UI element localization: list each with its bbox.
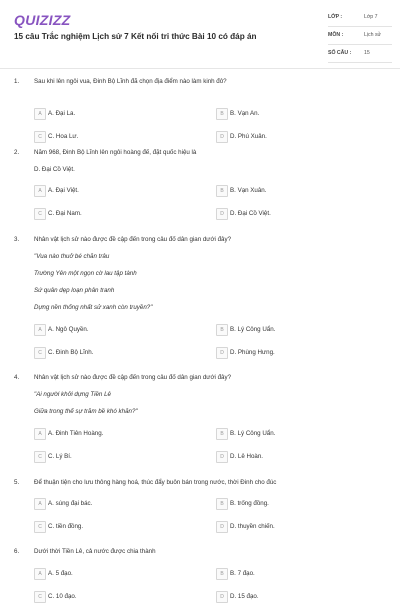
meta-row-subject (328, 30, 392, 45)
meta-label: LỚP : (328, 14, 343, 20)
option-b-box: B (216, 568, 228, 580)
question-verse-line: Sứ quân dẹp loạn phân tranh (34, 287, 115, 294)
option-c-box: C (34, 521, 46, 533)
option-a[interactable] (34, 108, 204, 120)
option-text: B. Vạn An. (230, 110, 260, 117)
option-text: D. 15 đạo. (230, 593, 259, 600)
option-d[interactable] (216, 521, 386, 533)
option-a-box: A (34, 185, 46, 197)
option-text: D. Phú Xuân. (230, 133, 267, 140)
question-text: Năm 968, Đinh Bộ Lĩnh lên ngôi hoàng đế, đặt quốc hiệu là (34, 149, 197, 156)
option-c[interactable] (34, 591, 204, 603)
option-c-box: C (34, 208, 46, 220)
option-c[interactable] (34, 521, 204, 533)
option-d-box: D (216, 131, 228, 143)
option-text: B. 7 đạo. (230, 570, 255, 577)
option-text: C. tiền đồng. (48, 523, 84, 530)
option-text: D. Đại Cồ Việt. (230, 210, 271, 217)
question-text: Để thuận tiện cho lưu thông hàng hoá, thúc đẩy buôn bán trong nước, thời Đinh cho đúc (34, 479, 277, 486)
question-verse-line: Dựng nền thống nhất sử xanh còn truyền?" (34, 304, 153, 311)
option-c[interactable] (34, 451, 204, 463)
page-title: 15 câu Trắc nghiệm Lịch sử 7 Kết nối tri thức Bài 10 có đáp án (14, 32, 257, 41)
option-c[interactable] (34, 208, 204, 220)
option-c-box: C (34, 451, 46, 463)
meta-label: MÔN : (328, 32, 344, 38)
option-b-box: B (216, 185, 228, 197)
option-a-box: A (34, 108, 46, 120)
option-text: A. Đại Việt. (48, 187, 79, 194)
option-b-box: B (216, 428, 228, 440)
question-line: D. Đại Cồ Việt. (34, 166, 75, 173)
question-number: 4. (14, 374, 20, 381)
option-text: A. súng đại bác. (48, 500, 93, 507)
option-text: C. Lý Bí. (48, 453, 72, 460)
option-a[interactable] (34, 498, 204, 510)
option-b[interactable] (216, 324, 386, 336)
option-d[interactable] (216, 208, 386, 220)
option-a[interactable] (34, 185, 204, 197)
meta-row-count (328, 48, 392, 63)
question-number: 1. (14, 78, 20, 85)
option-text: D. Phùng Hưng. (230, 349, 275, 356)
option-text: B. Lý Công Uẩn. (230, 430, 276, 437)
question-number: 5. (14, 479, 20, 486)
option-text: C. 10 đạo. (48, 593, 77, 600)
question-number: 3. (14, 236, 20, 243)
option-text: C. Đại Nam. (48, 210, 82, 217)
option-d[interactable] (216, 131, 386, 143)
option-text: A. Đinh Tiên Hoàng. (48, 430, 104, 437)
question-verse-line: "Vua nào thuở bé chăn trâu (34, 253, 110, 260)
question-verse-line: Trường Yên một ngọn cờ lau tập tành (34, 270, 137, 277)
question-text: Sau khi lên ngôi vua, Đinh Bộ Lĩnh đã chọn địa điểm nào làm kinh đô? (34, 78, 227, 85)
quiz-meta-panel (328, 12, 392, 66)
option-b[interactable] (216, 185, 386, 197)
question-text: Nhân vật lịch sử nào được đề cập đến trong câu đố dân gian dưới đây? (34, 374, 232, 381)
option-d-box: D (216, 521, 228, 533)
option-c[interactable] (34, 131, 204, 143)
option-c-box: C (34, 591, 46, 603)
option-c-box: C (34, 131, 46, 143)
option-b[interactable] (216, 568, 386, 580)
option-text: C. Đinh Bộ Lĩnh. (48, 349, 94, 356)
question-text: Nhân vật lịch sử nào được đề cập đến trong câu đố dân gian dưới đây? (34, 236, 232, 243)
page-header (0, 0, 400, 69)
meta-value: Lớp 7 (364, 14, 378, 20)
option-a-box: A (34, 324, 46, 336)
question-verse-line: Giữa trong thế sự trăm bề khó khăn?" (34, 408, 138, 415)
question-number: 6. (14, 548, 20, 555)
meta-value: 15 (364, 50, 370, 56)
quizizz-logo[interactable]: QUIZIZZ (14, 12, 71, 28)
option-d[interactable] (216, 451, 386, 463)
option-b-box: B (216, 498, 228, 510)
meta-row-grade (328, 12, 392, 27)
meta-label: SỐ CÂU : (328, 50, 352, 56)
option-a[interactable] (34, 428, 204, 440)
option-text: B. Lý Công Uẩn. (230, 326, 276, 333)
option-d-box: D (216, 451, 228, 463)
option-b[interactable] (216, 108, 386, 120)
option-c[interactable] (34, 347, 204, 359)
question-verse-line: "Ai người khởi dựng Tiền Lê (34, 391, 111, 398)
option-text: A. 5 đạo. (48, 570, 73, 577)
option-text: D. Lê Hoàn. (230, 453, 264, 460)
option-b[interactable] (216, 428, 386, 440)
option-d-box: D (216, 347, 228, 359)
option-a[interactable] (34, 324, 204, 336)
option-text: C. Hoa Lư. (48, 133, 79, 140)
option-d[interactable] (216, 347, 386, 359)
option-a-box: A (34, 568, 46, 580)
option-b-box: B (216, 108, 228, 120)
option-b-box: B (216, 324, 228, 336)
option-c-box: C (34, 347, 46, 359)
meta-value: Lịch sử (364, 32, 382, 38)
option-text: A. Đại La. (48, 110, 76, 117)
option-a[interactable] (34, 568, 204, 580)
option-b[interactable] (216, 498, 386, 510)
option-a-box: A (34, 428, 46, 440)
option-a-box: A (34, 498, 46, 510)
question-number: 2. (14, 149, 20, 156)
option-d-box: D (216, 208, 228, 220)
option-d[interactable] (216, 591, 386, 603)
option-text: B. Vạn Xuân. (230, 187, 267, 194)
option-text: D. thuyền chiến. (230, 523, 275, 530)
option-text: A. Ngô Quyền. (48, 326, 89, 333)
option-text: B. trống đồng. (230, 500, 269, 507)
option-d-box: D (216, 591, 228, 603)
question-text: Dưới thời Tiền Lê, cả nước được chia thành (34, 548, 156, 555)
